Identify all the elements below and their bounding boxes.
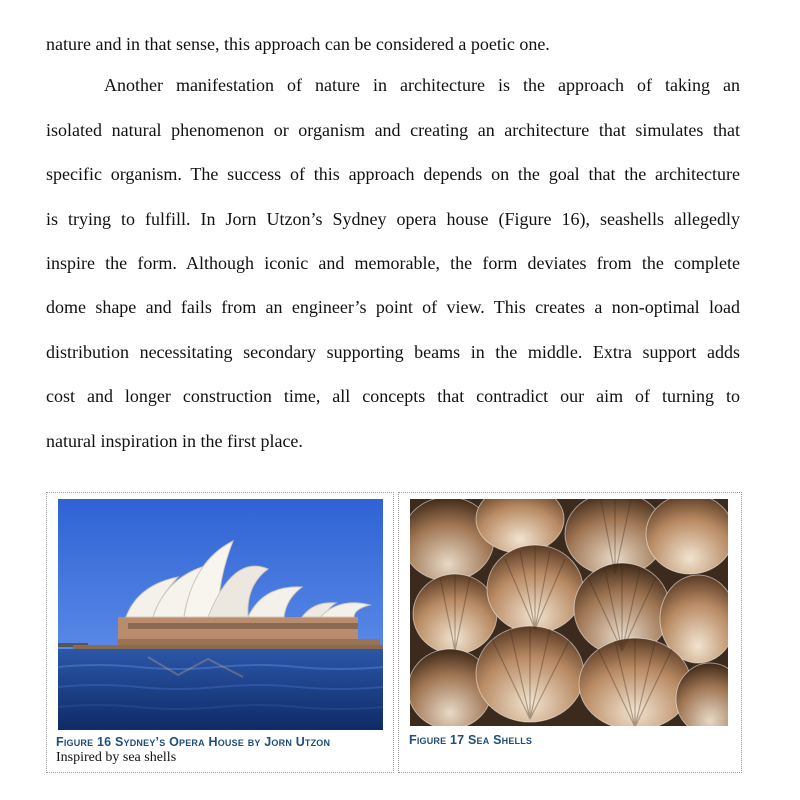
paragraph-line: inspire the form. Although iconic and memorable, the form deviates from the complete: [46, 253, 740, 273]
paragraph-line: natural inspiration in the first place.: [46, 431, 303, 451]
sydney-opera-house-photo: [58, 499, 383, 730]
sea-shells-photo: [410, 499, 728, 726]
figure-16: [46, 492, 394, 773]
figure-16-subcaption: Inspired by sea shells: [56, 750, 177, 765]
paragraph-line: Another manifestation of nature in architecture is the approach of taking an: [104, 75, 740, 95]
paragraph-end-line: nature and in that sense, this approach can be considered a poetic one.: [46, 34, 550, 54]
paragraph-line: cost and longer construction time, all concepts that contradict our aim of turning to: [46, 386, 740, 406]
paragraph-line: specific organism. The success of this approach depends on the goal that the architecture: [46, 164, 740, 184]
paragraph-line: isolated natural phenomenon or organism and creating an architecture that simulates that: [46, 120, 740, 140]
figure-16-caption: Figure 16 Sydney’s Opera House by Jorn Utzon: [56, 735, 331, 749]
paragraph-line: dome shape and fails from an engineer’s point of view. This creates a non-optimal load: [46, 297, 740, 317]
paragraph-line: distribution necessitating secondary supporting beams in the middle. Extra support adds: [46, 342, 740, 362]
paragraph-line: is trying to fulfill. In Jorn Utzon’s Sydney opera house (Figure 16), seashells allegedly: [46, 209, 740, 229]
figure-17-caption: Figure 17 Sea Shells: [409, 733, 533, 747]
figure-17: [398, 492, 742, 773]
